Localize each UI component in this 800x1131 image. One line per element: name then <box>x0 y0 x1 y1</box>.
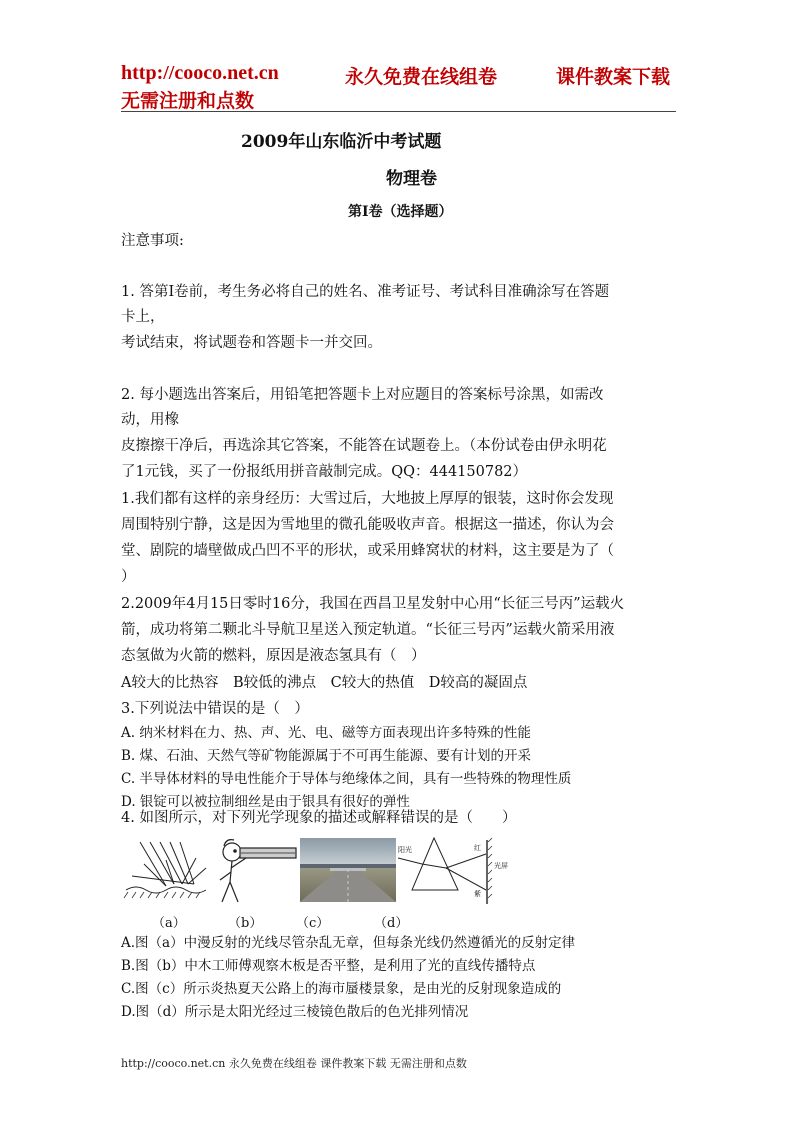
header-divider <box>121 111 676 112</box>
figure-d-prism-dispersion <box>396 832 508 908</box>
figure-d-sunlight-label: 阳光 <box>398 846 412 854</box>
q4-option-d: D.图（d）所示是太阳光经过三棱镜色散后的色光排列情况 <box>121 1004 469 1020</box>
figure-c-label: （c） <box>296 916 330 931</box>
q4-stem: 4. 如图所示，对下列光学现象的描述或解释错误的是（ ） <box>121 810 517 826</box>
q3-option-d: D. 银锭可以被拉制细丝是由于银具有很好的弹性 <box>121 794 410 810</box>
figure-d-red-label: 红 <box>474 844 481 852</box>
figure-d-label: （d） <box>374 916 409 931</box>
q1-line-3: 堂、剧院的墙壁做成凸凹不平的形状，或采用蜂窝状的材料，这主要是为了（ <box>121 543 614 559</box>
page-title: 2009年山东临沂中考试题 <box>241 132 442 152</box>
q2-options: A较大的比热容 B较低的沸点 C较大的热值 D较高的凝固点 <box>121 675 528 691</box>
section-heading: 第Ⅰ卷（选择题） <box>348 204 453 220</box>
header-slogan-no-register: 无需注册和点数 <box>121 90 255 112</box>
q4-option-a: A.图（a）中漫反射的光线尽管杂乱无章，但每条光线仍然遵循光的反射定律 <box>121 935 576 951</box>
q1-line-4: ） <box>121 569 136 585</box>
note-2-line-4: 了1元钱，买了一份报纸用拼音敲制完成。QQ：444150782） <box>121 464 528 480</box>
figure-a-label: （a） <box>152 916 186 931</box>
q4-option-c: C.图（c）所示炎热夏天公路上的海市蜃楼景象，是由光的反射现象造成的 <box>121 981 562 997</box>
q3-option-a: A. 纳米材料在力、热、声、光、电、磁等方面表现出许多特殊的性能 <box>121 725 531 741</box>
figure-d-purple-label: 紫 <box>474 890 481 898</box>
q3-option-c: C. 半导体材料的导电性能介于导体与绝缘体之间，具有一些特殊的物理性质 <box>121 771 572 787</box>
figure-a-diffuse-reflection <box>122 838 210 902</box>
figure-b-label: （b） <box>228 916 263 931</box>
q1-line-2: 周围特别宁静，这是因为雪地里的微孔能吸收声音。根据这一描述，你认为会 <box>121 517 614 533</box>
q1-line-1: 1.我们都有这样的亲身经历：大雪过后，大地披上厚厚的银装，这时你会发现 <box>121 491 614 507</box>
note-2-line-1: 2. 每小题选出答案后，用铅笔把答题卡上对应题目的答案标号涂黑，如需改 <box>121 387 604 403</box>
q2-line-1: 2.2009年4月15日零时16分，我国在西昌卫星发射中心用“长征三号丙”运载火 <box>121 596 625 612</box>
page-subtitle: 物理卷 <box>386 169 437 189</box>
q2-line-3: 态氢做为火箭的燃料，原因是液态氢具有（ ） <box>121 648 426 664</box>
figure-b-carpenter-sighting <box>212 836 300 906</box>
q3-option-b: B. 煤、石油、天然气等矿物能源属于不可再生能源、要有计划的开采 <box>121 748 532 764</box>
header-slogan-free-exam: 永久免费在线组卷 <box>345 66 498 88</box>
header-url-link[interactable]: http://cooco.net.cn <box>121 62 279 84</box>
note-1-line-3: 考试结束，将试题卷和答题卡一并交回。 <box>121 335 382 351</box>
figure-d-screen-label: 光屏 <box>494 862 508 870</box>
figure-c-road-mirage-photo <box>300 838 396 902</box>
note-2-line-3: 皮擦擦干净后，再选涂其它答案，不能答在试题卷上。（本份试卷由伊永明花 <box>121 438 607 454</box>
note-1-line-1: 1. 答第Ⅰ卷前，考生务必将自己的姓名、准考证号、考试科目准确涂写在答题 <box>121 284 610 300</box>
note-1-line-2: 卡上， <box>121 309 165 325</box>
q3-stem: 3.下列说法中错误的是（ ） <box>121 701 309 717</box>
notice-heading: 注意事项: <box>121 233 184 249</box>
note-2-line-2: 动，用橡 <box>121 412 179 428</box>
q4-option-b: B.图（b）中木工师傅观察木板是否平整，是利用了光的直线传播特点 <box>121 958 536 974</box>
q2-line-2: 箭，成功将第二颗北斗导航卫星送入预定轨道。“长征三号丙”运载火箭采用液 <box>121 622 615 638</box>
header-slogan-courseware: 课件教案下载 <box>556 66 671 88</box>
page-footer: http://cooco.net.cn 永久免费在线组卷 课件教案下载 无需注册和点数 <box>121 1057 467 1070</box>
